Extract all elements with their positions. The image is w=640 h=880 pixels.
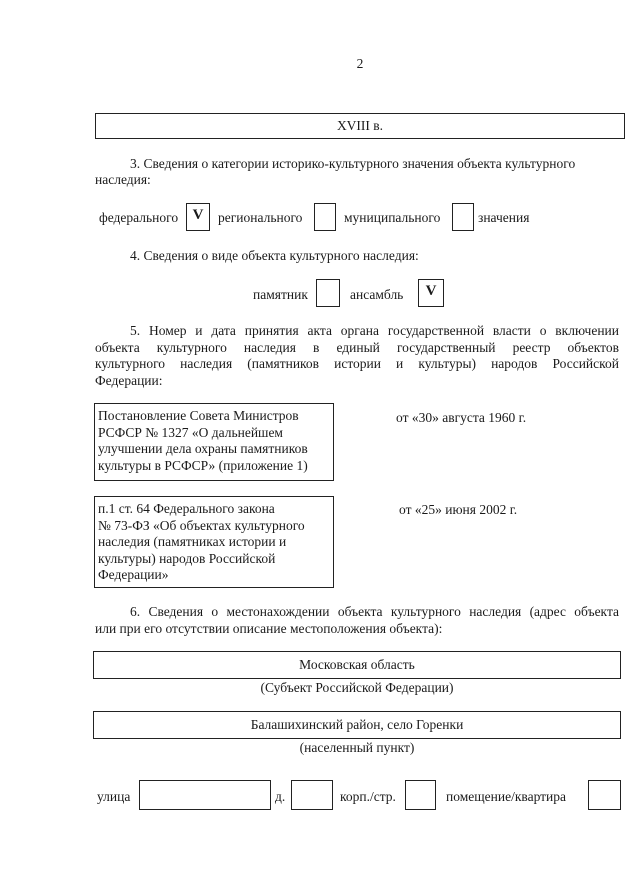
act-1-line: Постановление Совета Министров xyxy=(98,408,299,423)
section5-heading-line: объекта культурного наследия в единый государственный реестр объектов xyxy=(95,339,619,355)
act-2-date: от «25» июня 2002 г. xyxy=(399,502,518,517)
century-field xyxy=(95,113,625,139)
act-1-box xyxy=(94,403,334,481)
regional-checkbox[interactable] xyxy=(314,203,336,231)
section3-heading-cont: наследия: xyxy=(95,172,151,187)
act-1-line: РСФСР № 1327 «О дальнейшем xyxy=(98,424,283,440)
building-label: корп./стр. xyxy=(340,789,396,804)
act-2-line: культуры) народов Российской xyxy=(98,550,276,566)
act-1-date: от «30» августа 1960 г. xyxy=(396,410,527,425)
century-value: XVIII в. xyxy=(336,118,384,133)
locality-field xyxy=(93,711,621,739)
ensemble-label: ансамбль xyxy=(350,287,404,302)
monument-label: памятник xyxy=(253,287,308,302)
section4-heading: 4. Сведения о виде объекта культурного наследия: xyxy=(130,248,419,263)
page-number: 2 xyxy=(356,56,364,71)
federal-label: федерального xyxy=(99,210,179,225)
locality-caption: (населенный пункт) xyxy=(299,740,415,755)
act-2-line: Федерации» xyxy=(98,567,169,582)
locality-value: Балашихинский район, село Горенки xyxy=(250,717,464,732)
act-1-line: культуры в РСФСР» (приложение 1) xyxy=(98,457,308,473)
municipal-checkbox[interactable] xyxy=(452,203,474,231)
subject-field xyxy=(93,651,621,679)
street-label: улица xyxy=(97,789,131,804)
monument-checkbox[interactable] xyxy=(316,279,340,307)
act-2-line: наследия (памятниках истории и xyxy=(98,534,287,549)
act-1-line: улучшении дела охраны памятников xyxy=(98,441,308,456)
section6-heading-line: 6. Сведения о местонахождении объекта культурного наследия (адрес объекта xyxy=(130,604,619,619)
room-label: помещение/квартира xyxy=(446,789,567,804)
act-2-line: № 73-ФЗ «Об объектах культурного xyxy=(98,517,305,533)
subject-caption: (Субъект Российской Федерации) xyxy=(260,680,454,695)
house-field[interactable] xyxy=(291,780,333,810)
regional-label: регионального xyxy=(218,210,303,225)
room-field[interactable] xyxy=(588,780,621,810)
house-label: д. xyxy=(275,789,286,804)
federal-checkbox[interactable]: V xyxy=(186,203,210,231)
section5-heading-line: 5. Номер и дата принятия акта органа государственной власти о включении xyxy=(130,323,619,338)
municipal-label: муниципального xyxy=(344,210,441,225)
section5-heading-line: культурного наследия (памятников истории и культуры) народов Российской xyxy=(95,356,619,371)
subject-value: Московская область xyxy=(299,657,415,672)
building-field[interactable] xyxy=(405,780,436,810)
street-field[interactable] xyxy=(139,780,271,810)
significance-label: значения xyxy=(478,210,530,225)
ensemble-checkbox[interactable]: V xyxy=(418,279,444,307)
section5-heading xyxy=(95,323,619,389)
act-2-box xyxy=(94,496,334,588)
section6-heading-line: или при его отсутствии описание местоположения объекта): xyxy=(95,620,443,636)
section5-heading-line: Федерации: xyxy=(95,372,163,388)
section6-heading xyxy=(95,604,619,637)
section3-heading: 3. Сведения о категории историко-культурного значения объекта культурного xyxy=(130,156,576,171)
act-2-line: п.1 ст. 64 Федерального закона xyxy=(98,501,275,516)
